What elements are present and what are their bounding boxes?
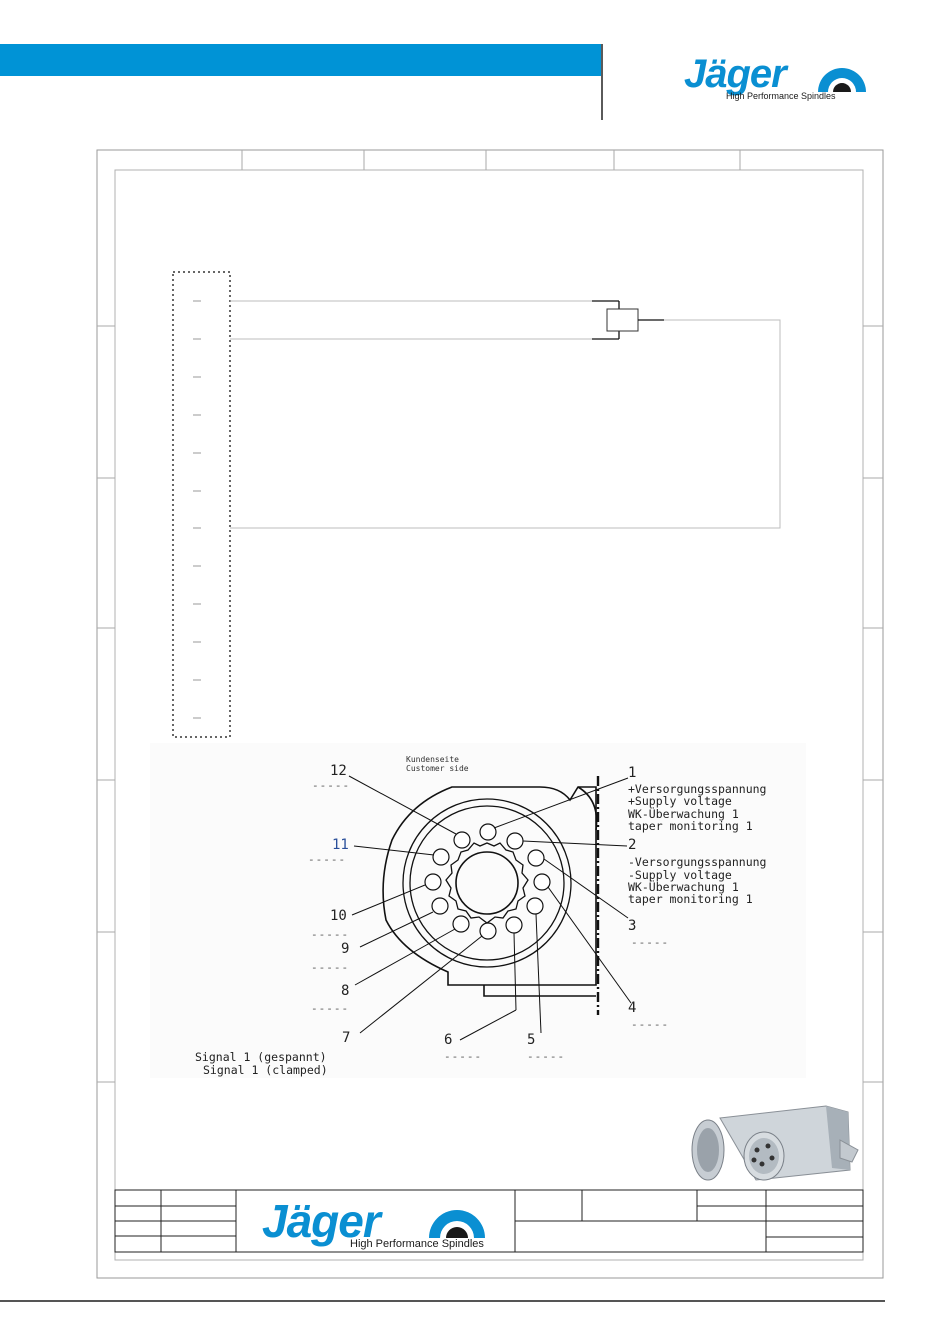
pin7-description-line-1: Signal 1 (gespannt) [195,1050,327,1064]
title-block-wordmark: Jäger [262,1195,380,1247]
brand-tagline: High Performance Spindles [726,91,836,101]
pin2-description-line-4: taper monitoring 1 [628,892,753,906]
pin10-placeholder: ----- [311,928,350,941]
pin7-description-line-2: Signal 1 (clamped) [203,1063,328,1077]
pin2-description-line-2: -Supply voltage [628,868,732,882]
customer-side-label-en: Customer side [406,764,469,773]
pin6-placeholder: ----- [444,1050,483,1063]
pin3-placeholder: ----- [631,936,670,949]
pin-label-9: 9 [341,941,350,957]
footer-rule [0,1300,885,1302]
pin-label-7: 7 [342,1030,351,1046]
pin2-description-line-1: -Versorgungsspannung [628,855,767,869]
pin-label-8: 8 [341,983,350,999]
spindle-logo-icon [427,1204,487,1240]
pin1-description-line-2: +Supply voltage [628,794,732,808]
pin1-description-line-4: taper monitoring 1 [628,819,753,833]
connector-product-image [692,1106,858,1180]
customer-side-label-de: Kundenseite [406,755,459,764]
pin12-placeholder: ----- [312,779,351,792]
pin-label-4: 4 [628,1000,637,1016]
pin-label-5: 5 [527,1032,536,1048]
pin-label-2: 2 [628,837,637,853]
pin-label-12: 12 [330,763,347,779]
pin11-placeholder: ----- [308,853,347,866]
title-block-logo [262,1194,484,1250]
pin-label-6: 6 [444,1032,453,1048]
pin4-placeholder: ----- [631,1018,670,1031]
pin8-placeholder: ----- [311,1002,350,1015]
pin-label-11: 11 [332,837,349,853]
pin-label-1: 1 [628,765,637,781]
pin-label-10: 10 [330,908,347,924]
pin5-placeholder: ----- [527,1050,566,1063]
pin2-description-line-3: WK-Überwachung 1 [628,880,739,894]
title-block-tagline: High Performance Spindles [350,1238,484,1250]
pin9-placeholder: ----- [311,961,350,974]
brand-wordmark: Jäger [684,52,786,96]
pin1-description-line-1: +Versorgungsspannung [628,782,767,796]
pin-label-3: 3 [628,918,637,934]
pin1-description-line-3: WK-Überwachung 1 [628,807,739,821]
